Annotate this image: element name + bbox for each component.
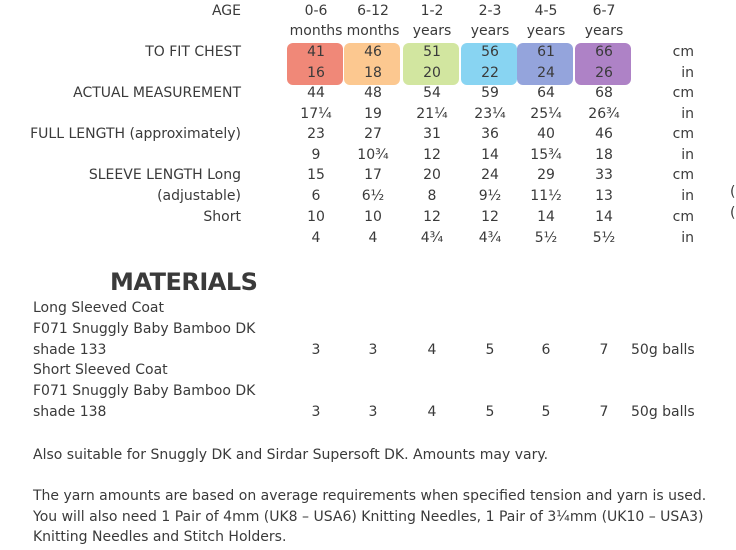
short-coat-amount: 4 (427, 404, 437, 420)
long-coat-amount: 3 (368, 342, 378, 358)
unit-cm: cm (672, 126, 694, 142)
length-in-cell: 12 (423, 147, 441, 163)
sleeve-short-cm-cell: 10 (364, 209, 382, 225)
label-full-length: FULL LENGTH (approximately) (30, 126, 241, 142)
length-in-cell: 10¾ (357, 147, 389, 163)
age-unit: months (346, 23, 400, 39)
label-sleeve-length: SLEEVE LENGTH Long (88, 167, 241, 183)
long-coat-amount: 4 (427, 342, 437, 358)
unit-in: in (681, 188, 694, 204)
sleeve-short-cm-cell: 14 (537, 209, 555, 225)
length-cm-cell: 46 (595, 126, 613, 142)
chest-cm-cell: 41 (307, 44, 325, 60)
long-coat-shade: shade 133 (33, 342, 107, 358)
long-coat-amount: 7 (599, 342, 609, 358)
length-cm-cell: 40 (537, 126, 555, 142)
short-coat-title: Short Sleeved Coat (33, 362, 168, 378)
long-coat-title: Long Sleeved Coat (33, 300, 164, 316)
long-coat-amount: 3 (311, 342, 321, 358)
note-yarn-line-1: The yarn amounts are based on average requirements when specified tension and yarn is used. (33, 488, 707, 504)
actual-in-cell: 25¼ (530, 106, 562, 122)
short-coat-amount: 5 (485, 404, 495, 420)
long-coat-amount: 6 (541, 342, 551, 358)
label-short: Short (203, 209, 241, 225)
short-coat-amount: 3 (311, 404, 321, 420)
age-unit: years (584, 23, 624, 39)
actual-cm-cell: 59 (481, 85, 499, 101)
sleeve-short-cm-cell: 10 (307, 209, 325, 225)
note-suitable: Also suitable for Snuggly DK and Sirdar Supersoft DK. Amounts may vary. (33, 447, 549, 463)
chest-in-cell: 22 (481, 65, 499, 81)
length-in-cell: 14 (481, 147, 499, 163)
unit-in: in (681, 230, 694, 246)
sleeve-long-in-cell: 9½ (478, 188, 502, 204)
length-in-cell: 18 (595, 147, 613, 163)
sleeve-long-cm-cell: 20 (423, 167, 441, 183)
sleeve-short-cm-cell: 12 (481, 209, 499, 225)
chest-in-cell: 26 (595, 65, 613, 81)
sleeve-short-in-cell: 5½ (592, 230, 616, 246)
length-in-cell: 15¾ (530, 147, 562, 163)
actual-cm-cell: 64 (537, 85, 555, 101)
age-range: 4-5 (534, 3, 558, 19)
long-coat-amount: 5 (485, 342, 495, 358)
chest-in-cell: 20 (423, 65, 441, 81)
sleeve-short-cm-cell: 14 (595, 209, 613, 225)
sleeve-short-cm-cell: 12 (423, 209, 441, 225)
chest-cm-cell: 46 (364, 44, 382, 60)
chest-in-cell: 24 (537, 65, 555, 81)
short-coat-amount: 7 (599, 404, 609, 420)
long-coat-unit: 50g balls (631, 342, 695, 358)
actual-in-cell: 19 (364, 106, 382, 122)
materials-heading: MATERIALS (110, 268, 258, 296)
sleeve-long-cm-cell: 29 (537, 167, 555, 183)
unit-in: in (681, 65, 694, 81)
chest-cm-cell: 56 (481, 44, 499, 60)
sleeve-long-cm-cell: 17 (364, 167, 382, 183)
sleeve-long-in-cell: 6 (311, 188, 321, 204)
short-coat-shade: shade 138 (33, 404, 107, 420)
note-yarn-line-2: You will also need 1 Pair of 4mm (UK8 – USA6) Knitting Needles, 1 Pair of 3¼mm (UK10 – USA3) (33, 509, 704, 525)
length-cm-cell: 36 (481, 126, 499, 142)
sleeve-long-in-cell: 6½ (361, 188, 385, 204)
sleeve-short-in-cell: 4 (368, 230, 378, 246)
age-unit: years (526, 23, 566, 39)
sleeve-short-in-cell: 4¾ (478, 230, 502, 246)
long-coat-yarn: F071 Snuggly Baby Bamboo DK (33, 321, 256, 337)
short-coat-amount: 5 (541, 404, 551, 420)
age-range: 6-12 (357, 3, 389, 19)
actual-in-cell: 26¾ (588, 106, 620, 122)
actual-cm-cell: 44 (307, 85, 325, 101)
unit-in: in (681, 106, 694, 122)
age-range: 2-3 (478, 3, 502, 19)
sleeve-long-in-cell: 13 (595, 188, 613, 204)
unit-cm: cm (672, 209, 694, 225)
length-cm-cell: 23 (307, 126, 325, 142)
actual-cm-cell: 68 (595, 85, 613, 101)
sleeve-long-in-cell: 11½ (530, 188, 562, 204)
label-age: AGE (211, 3, 241, 19)
chest-cm-cell: 61 (537, 44, 555, 60)
age-unit: years (412, 23, 452, 39)
edge-fragment: ( (730, 184, 736, 200)
sleeve-long-in-cell: 8 (427, 188, 437, 204)
chest-in-cell: 16 (307, 65, 325, 81)
actual-in-cell: 17¼ (300, 106, 332, 122)
short-coat-yarn: F071 Snuggly Baby Bamboo DK (33, 383, 256, 399)
length-cm-cell: 31 (423, 126, 441, 142)
actual-cm-cell: 48 (364, 85, 382, 101)
unit-cm: cm (672, 44, 694, 60)
label-adjustable: (adjustable) (157, 188, 241, 204)
age-range: 6-7 (592, 3, 616, 19)
actual-cm-cell: 54 (423, 85, 441, 101)
sleeve-long-cm-cell: 24 (481, 167, 499, 183)
sleeve-long-cm-cell: 33 (595, 167, 613, 183)
label-to-fit-chest: TO FIT CHEST (145, 44, 241, 60)
actual-in-cell: 23¼ (474, 106, 506, 122)
age-unit: months (289, 23, 343, 39)
sleeve-short-in-cell: 4¾ (420, 230, 444, 246)
short-coat-amount: 3 (368, 404, 378, 420)
unit-in: in (681, 147, 694, 163)
chest-cm-cell: 51 (423, 44, 441, 60)
sleeve-short-in-cell: 4 (311, 230, 321, 246)
age-range: 0-6 (304, 3, 328, 19)
sleeve-long-cm-cell: 15 (307, 167, 325, 183)
edge-fragment: ( (730, 205, 736, 221)
age-unit: years (470, 23, 510, 39)
actual-in-cell: 21¼ (416, 106, 448, 122)
length-cm-cell: 27 (364, 126, 382, 142)
note-yarn-line-3: Knitting Needles and Stitch Holders. (33, 529, 287, 545)
unit-cm: cm (672, 167, 694, 183)
short-coat-unit: 50g balls (631, 404, 695, 420)
chest-cm-cell: 66 (595, 44, 613, 60)
sleeve-short-in-cell: 5½ (534, 230, 558, 246)
length-in-cell: 9 (311, 147, 321, 163)
chest-in-cell: 18 (364, 65, 382, 81)
age-range: 1-2 (420, 3, 444, 19)
label-actual-measurement: ACTUAL MEASUREMENT (73, 85, 241, 101)
unit-cm: cm (672, 85, 694, 101)
